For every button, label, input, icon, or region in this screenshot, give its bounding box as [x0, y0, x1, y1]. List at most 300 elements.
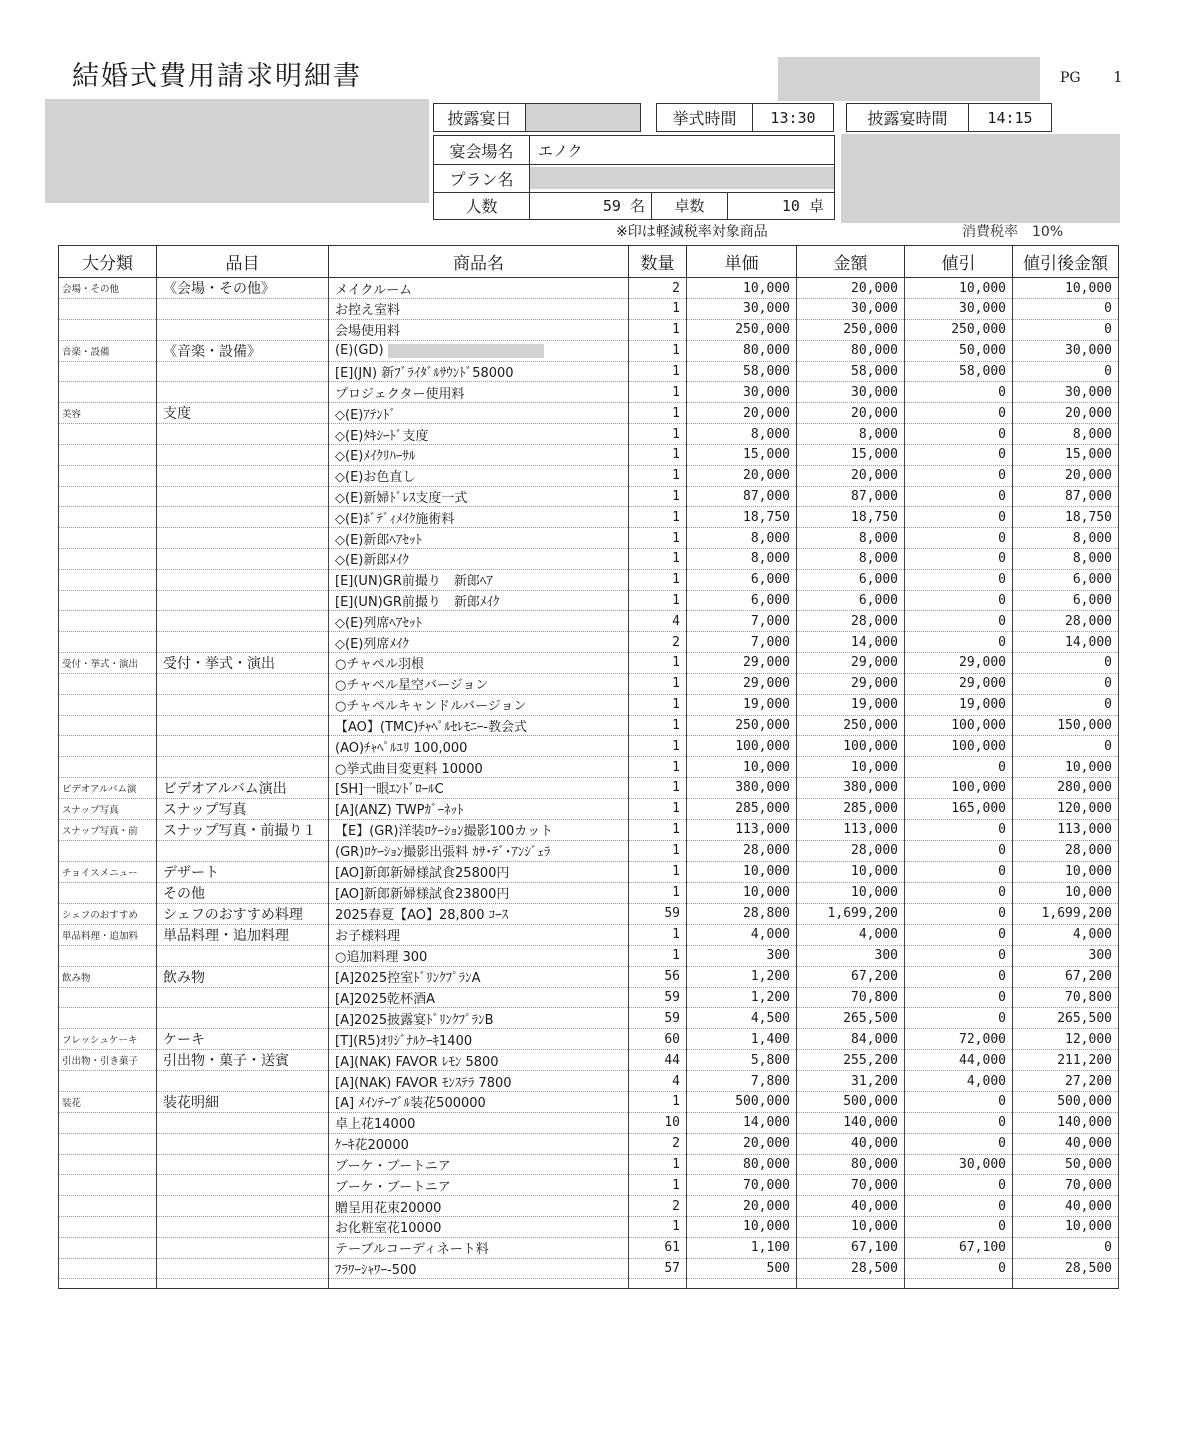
row-category [59, 945, 157, 966]
row-net-amount-text: 4,000 [1072, 927, 1112, 943]
row-quantity [629, 340, 687, 361]
row-quantity [629, 299, 687, 320]
reception-date-label: 披露宴日 [434, 104, 526, 131]
table-row [59, 569, 1119, 590]
row-unit-price [687, 486, 797, 507]
row-unit-price [687, 966, 797, 987]
row-amount [797, 319, 905, 340]
row-discount-text: 0 [998, 927, 1006, 943]
row-discount-text: 0 [998, 613, 1006, 629]
row-net-amount [1013, 319, 1119, 340]
row-quantity [629, 652, 687, 673]
row-unit-price [687, 465, 797, 486]
row-product-name [329, 1154, 629, 1175]
row-quantity-text: 1 [672, 1177, 680, 1193]
row-amount [797, 1196, 905, 1217]
row-amount [797, 507, 905, 528]
tables-label: 卓数 [652, 192, 728, 219]
row-item-text: スナップ写真 [163, 801, 247, 818]
row-item [157, 1112, 329, 1133]
empty-cell [59, 1279, 157, 1289]
row-amount-text: 29,000 [851, 655, 898, 671]
row-item-text: 引出物・菓子・送賓 [163, 1053, 289, 1070]
row-amount-text: 80,000 [851, 343, 898, 359]
row-product-name [329, 590, 629, 611]
row-discount-text: 0 [998, 864, 1006, 880]
row-item [157, 569, 329, 590]
row-product-name [329, 1071, 629, 1092]
col-header-amount: 金額 [797, 246, 905, 278]
row-net-amount-text: 70,000 [1065, 1177, 1112, 1193]
row-quantity-text: 1 [672, 301, 680, 317]
row-unit-price-text: 10,000 [743, 885, 790, 901]
row-category [59, 1175, 157, 1196]
col-header-discount: 値引 [905, 246, 1013, 278]
row-category [59, 966, 157, 987]
row-amount-text: 18,750 [851, 509, 898, 525]
row-product-name-text: ◇(E)ｱﾃﾝﾄﾞ [335, 407, 396, 423]
row-net-amount-text: 280,000 [1057, 780, 1112, 796]
table-row [59, 590, 1119, 611]
row-net-amount-text: 50,000 [1065, 1156, 1112, 1172]
row-net-amount [1013, 652, 1119, 673]
empty-cell [905, 1279, 1013, 1289]
row-category [59, 861, 157, 882]
row-unit-price [687, 903, 797, 924]
row-amount [797, 548, 905, 569]
row-category [59, 903, 157, 924]
guests-label: 人数 [434, 192, 530, 219]
row-unit-price [687, 882, 797, 903]
row-product-name-text: ブーケ・ブートニア [335, 1158, 451, 1174]
row-unit-price-text: 20,000 [743, 1136, 790, 1152]
row-quantity [629, 987, 687, 1008]
row-unit-price [687, 1112, 797, 1133]
table-row [59, 819, 1119, 840]
row-item [157, 548, 329, 569]
row-category-text: ビデオアルバム演 [62, 783, 137, 795]
row-discount-text: 4,000 [966, 1073, 1006, 1089]
row-product-name-text: [E](UN)GR前撮り 新郎ﾍｱ [335, 574, 493, 590]
row-product-name-text: [E](JN) 新ﾌﾞﾗｲﾀﾞﾙｻｳﾝﾄﾞ58000 [335, 365, 514, 381]
row-quantity-text: 1 [672, 343, 680, 359]
row-unit-price [687, 444, 797, 465]
row-item [157, 987, 329, 1008]
row-net-amount-text: 0 [1104, 676, 1112, 692]
row-quantity-text: 1 [672, 530, 680, 546]
row-item [157, 507, 329, 528]
row-quantity [629, 611, 687, 632]
row-net-amount-text: 10,000 [1065, 280, 1112, 296]
row-unit-price [687, 1154, 797, 1175]
row-product-name-text: プロジェクター使用料 [335, 386, 465, 402]
row-quantity-text: 1 [672, 572, 680, 588]
row-item [157, 673, 329, 694]
row-quantity-text: 59 [664, 906, 680, 922]
row-discount-text: 0 [998, 426, 1006, 442]
row-discount [905, 882, 1013, 903]
ceremony-time-value: 13:30 [770, 108, 816, 127]
row-net-amount [1013, 569, 1119, 590]
row-quantity [629, 424, 687, 445]
redacted-block-top [778, 57, 1040, 101]
guests-value: 59 名 [530, 192, 652, 219]
row-product-name-text: ○チャペル羽根 [335, 657, 424, 673]
table-row [59, 987, 1119, 1008]
row-product-name-text: ◇(E)新婦ﾄﾞﾚｽ支度一式 [335, 490, 468, 506]
row-item-text: 装花明細 [163, 1094, 219, 1111]
row-category-text: 飲み物 [62, 972, 91, 984]
row-amount-text: 87,000 [851, 488, 898, 504]
row-unit-price-text: 300 [766, 948, 790, 964]
row-amount-text: 70,800 [851, 989, 898, 1005]
row-amount-text: 67,100 [851, 1240, 898, 1256]
row-amount-text: 67,200 [851, 969, 898, 985]
row-item [157, 611, 329, 632]
table-row [59, 1008, 1119, 1029]
row-amount-text: 300 [874, 948, 898, 964]
row-unit-price [687, 569, 797, 590]
row-net-amount-text: 87,000 [1065, 488, 1112, 504]
row-product-name [329, 945, 629, 966]
row-product-name [329, 1112, 629, 1133]
row-amount [797, 1008, 905, 1029]
row-unit-price [687, 403, 797, 424]
row-category [59, 1216, 157, 1237]
row-unit-price-text: 70,000 [743, 1177, 790, 1193]
row-amount [797, 819, 905, 840]
row-quantity-text: 59 [664, 1010, 680, 1026]
row-item [157, 465, 329, 486]
row-product-name [329, 652, 629, 673]
table-row [59, 319, 1119, 340]
row-amount [797, 673, 905, 694]
row-product-name-text: 【E】(GR)洋装ﾛｹｰｼｮﾝ撮影100カット [335, 824, 554, 840]
row-amount [797, 757, 905, 778]
row-category [59, 382, 157, 403]
row-category-text: 受付・挙式・演出 [62, 658, 139, 670]
row-unit-price-text: 4,500 [750, 1010, 790, 1026]
row-net-amount [1013, 945, 1119, 966]
row-amount-text: 250,000 [843, 717, 898, 733]
row-unit-price-text: 4,000 [750, 927, 790, 943]
row-amount-text: 10,000 [851, 1219, 898, 1235]
reception-time-box [846, 103, 1052, 132]
row-amount [797, 340, 905, 361]
row-unit-price [687, 1071, 797, 1092]
row-quantity [629, 319, 687, 340]
empty-cell [157, 1279, 329, 1289]
row-quantity-text: 1 [672, 363, 680, 379]
row-quantity [629, 1258, 687, 1279]
row-product-name-text: ◇(E)新郎ﾒｲｸ [335, 553, 409, 569]
row-product-name [329, 1133, 629, 1154]
row-quantity [629, 1008, 687, 1029]
row-product-name-text: ◇(E)列席ﾍｱｾｯﾄ [335, 615, 422, 631]
row-quantity [629, 903, 687, 924]
table-row [59, 465, 1119, 486]
table-row [59, 1175, 1119, 1196]
row-quantity [629, 736, 687, 757]
row-net-amount-text: 28,000 [1065, 843, 1112, 859]
row-item [157, 590, 329, 611]
tax-rate: 消費税率 10% [962, 224, 1064, 240]
row-discount [905, 736, 1013, 757]
row-quantity [629, 1216, 687, 1237]
row-discount [905, 1112, 1013, 1133]
row-unit-price-text: 28,800 [743, 906, 790, 922]
row-discount [905, 548, 1013, 569]
row-amount [797, 1050, 905, 1071]
row-quantity-text: 1 [672, 697, 680, 713]
row-product-name [329, 486, 629, 507]
table-row [59, 652, 1119, 673]
row-quantity [629, 966, 687, 987]
reception-date-box [433, 103, 641, 132]
row-item-text: その他 [163, 885, 205, 902]
row-product-name [329, 465, 629, 486]
row-product-name-text: ◇(E)ﾎﾞﾃﾞｨﾒｲｸ施術料 [335, 511, 455, 527]
row-amount-text: 70,000 [851, 1177, 898, 1193]
row-amount-text: 6,000 [858, 572, 898, 588]
row-discount-text: 30,000 [959, 301, 1006, 317]
row-product-name-text: ブーケ・ブートニア [335, 1179, 451, 1195]
row-category [59, 819, 157, 840]
row-net-amount [1013, 694, 1119, 715]
row-net-amount [1013, 1091, 1119, 1112]
row-product-name [329, 444, 629, 465]
row-unit-price-text: 80,000 [743, 1156, 790, 1172]
row-quantity [629, 548, 687, 569]
row-category [59, 1008, 157, 1029]
row-quantity [629, 444, 687, 465]
table-row [59, 1196, 1119, 1217]
row-product-name-text: ◇(E)新郎ﾍｱｾｯﾄ [335, 532, 422, 548]
row-discount-text: 0 [998, 1177, 1006, 1193]
row-item-text: シェフのおすすめ料理 [163, 906, 303, 923]
table-row [59, 611, 1119, 632]
row-quantity [629, 1029, 687, 1050]
row-discount-text: 165,000 [951, 801, 1006, 817]
table-row [59, 361, 1119, 382]
row-quantity-text: 1 [672, 384, 680, 400]
row-category [59, 694, 157, 715]
row-unit-price-text: 18,750 [743, 509, 790, 525]
row-item [157, 278, 329, 299]
row-unit-price [687, 1050, 797, 1071]
table-row [59, 882, 1119, 903]
row-discount [905, 507, 1013, 528]
row-product-name-text: お控え室料 [335, 303, 401, 319]
row-unit-price [687, 715, 797, 736]
row-product-name-text: ○チャペルキャンドルバージョン [335, 699, 527, 715]
row-amount [797, 903, 905, 924]
row-category [59, 569, 157, 590]
row-category [59, 507, 157, 528]
row-category-text: 会場・その他 [62, 284, 120, 295]
row-net-amount-text: 30,000 [1065, 343, 1112, 359]
row-quantity-text: 59 [664, 989, 680, 1005]
row-product-name [329, 1050, 629, 1071]
row-amount [797, 945, 905, 966]
row-amount [797, 278, 905, 299]
row-unit-price [687, 736, 797, 757]
row-product-name [329, 736, 629, 757]
row-net-amount-text: 0 [1104, 738, 1112, 754]
row-unit-price-text: 1,100 [750, 1240, 790, 1256]
row-net-amount [1013, 819, 1119, 840]
row-quantity-text: 1 [672, 447, 680, 463]
row-net-amount [1013, 444, 1119, 465]
row-amount-text: 30,000 [851, 384, 898, 400]
row-net-amount [1013, 1029, 1119, 1050]
table-header-row [59, 246, 1119, 278]
row-quantity [629, 590, 687, 611]
row-product-name-text: ○チャペル星空バージョン [335, 678, 489, 694]
row-category [59, 361, 157, 382]
row-net-amount [1013, 1112, 1119, 1133]
row-discount-text: 0 [998, 384, 1006, 400]
row-net-amount [1013, 1258, 1119, 1279]
row-net-amount [1013, 299, 1119, 320]
row-quantity [629, 1112, 687, 1133]
row-amount-text: 80,000 [851, 1156, 898, 1172]
venue-value: エノク [538, 141, 583, 160]
table-row [59, 1258, 1119, 1279]
row-category [59, 1258, 157, 1279]
row-quantity-text: 1 [672, 759, 680, 775]
table-row [59, 715, 1119, 736]
row-product-name [329, 777, 629, 798]
row-item-text: ビデオアルバム演出 [163, 780, 287, 797]
row-quantity-text: 1 [672, 426, 680, 442]
row-item [157, 1133, 329, 1154]
row-quantity-text: 10 [664, 1115, 680, 1131]
row-discount [905, 777, 1013, 798]
row-item-text: 《会場・その他》 [163, 281, 275, 297]
row-quantity-text: 1 [672, 676, 680, 692]
row-amount-text: 84,000 [851, 1031, 898, 1047]
row-unit-price [687, 652, 797, 673]
row-net-amount [1013, 590, 1119, 611]
row-unit-price [687, 507, 797, 528]
row-unit-price-text: 5,800 [750, 1052, 790, 1068]
row-item [157, 1091, 329, 1112]
row-amount-text: 113,000 [843, 822, 898, 838]
row-net-amount-text: 20,000 [1065, 468, 1112, 484]
row-amount [797, 1029, 905, 1050]
row-net-amount [1013, 987, 1119, 1008]
table-row [59, 757, 1119, 778]
row-unit-price-text: 6,000 [750, 592, 790, 608]
row-discount-text: 0 [998, 530, 1006, 546]
row-amount-text: 100,000 [843, 738, 898, 754]
row-amount-text: 30,000 [851, 301, 898, 317]
row-amount-text: 285,000 [843, 801, 898, 817]
row-quantity [629, 694, 687, 715]
row-category-text: スナップ写真・前 [62, 825, 138, 837]
row-product-name [329, 319, 629, 340]
row-category [59, 1196, 157, 1217]
table-row [59, 278, 1119, 299]
row-product-name [329, 757, 629, 778]
table-row [59, 1133, 1119, 1154]
row-unit-price [687, 819, 797, 840]
row-discount-text: 50,000 [959, 343, 1006, 359]
row-net-amount-text: 0 [1104, 1240, 1112, 1256]
row-amount [797, 736, 905, 757]
row-category [59, 1133, 157, 1154]
row-quantity-text: 1 [672, 1094, 680, 1110]
row-discount-text: 0 [998, 592, 1006, 608]
row-net-amount-text: 8,000 [1072, 551, 1112, 567]
row-unit-price-text: 380,000 [735, 780, 790, 796]
row-quantity [629, 840, 687, 861]
row-discount-text: 0 [998, 1260, 1006, 1276]
row-net-amount-text: 8,000 [1072, 530, 1112, 546]
row-amount-text: 380,000 [843, 780, 898, 796]
row-quantity [629, 1133, 687, 1154]
row-quantity [629, 382, 687, 403]
row-product-name [329, 1008, 629, 1029]
row-quantity-text: 1 [672, 1219, 680, 1235]
row-discount [905, 715, 1013, 736]
row-unit-price-text: 80,000 [743, 343, 790, 359]
row-discount-text: 0 [998, 989, 1006, 1005]
row-quantity-text: 1 [672, 509, 680, 525]
row-net-amount [1013, 528, 1119, 549]
row-amount-text: 4,000 [858, 927, 898, 943]
row-product-name [329, 903, 629, 924]
row-product-name-text: 卓上花14000 [335, 1117, 416, 1133]
row-net-amount-text: 6,000 [1072, 592, 1112, 608]
row-net-amount-text: 300 [1088, 948, 1112, 964]
row-quantity [629, 278, 687, 299]
row-discount [905, 403, 1013, 424]
page-number: 1 [1113, 68, 1123, 86]
row-item [157, 361, 329, 382]
table-row [59, 777, 1119, 798]
row-net-amount [1013, 757, 1119, 778]
row-unit-price [687, 611, 797, 632]
row-unit-price [687, 1133, 797, 1154]
row-unit-price [687, 1237, 797, 1258]
row-unit-price-text: 1,400 [750, 1031, 790, 1047]
col-header-item: 品目 [157, 246, 329, 278]
row-discount [905, 1133, 1013, 1154]
row-unit-price [687, 278, 797, 299]
row-product-name-text: [A](ANZ) TWPｶﾞｰﾈｯﾄ [335, 803, 464, 819]
row-product-name [329, 1258, 629, 1279]
row-amount [797, 1091, 905, 1112]
row-unit-price-text: 10,000 [743, 1219, 790, 1235]
row-item-text: 《音楽・設備》 [163, 343, 261, 360]
row-item-text: 支度 [163, 406, 191, 423]
row-amount [797, 444, 905, 465]
row-net-amount-text: 120,000 [1057, 801, 1112, 817]
row-net-amount-text: 0 [1104, 655, 1112, 671]
table-row [59, 507, 1119, 528]
row-unit-price [687, 1216, 797, 1237]
row-quantity [629, 715, 687, 736]
row-discount-text: 0 [998, 488, 1006, 504]
ceremony-time-label: 挙式時間 [657, 104, 753, 131]
row-net-amount [1013, 715, 1119, 736]
row-quantity [629, 507, 687, 528]
row-unit-price [687, 1029, 797, 1050]
row-item [157, 819, 329, 840]
row-product-name-text: ◇(E)ﾒｲｸﾘﾊｰｻﾙ [335, 449, 416, 465]
